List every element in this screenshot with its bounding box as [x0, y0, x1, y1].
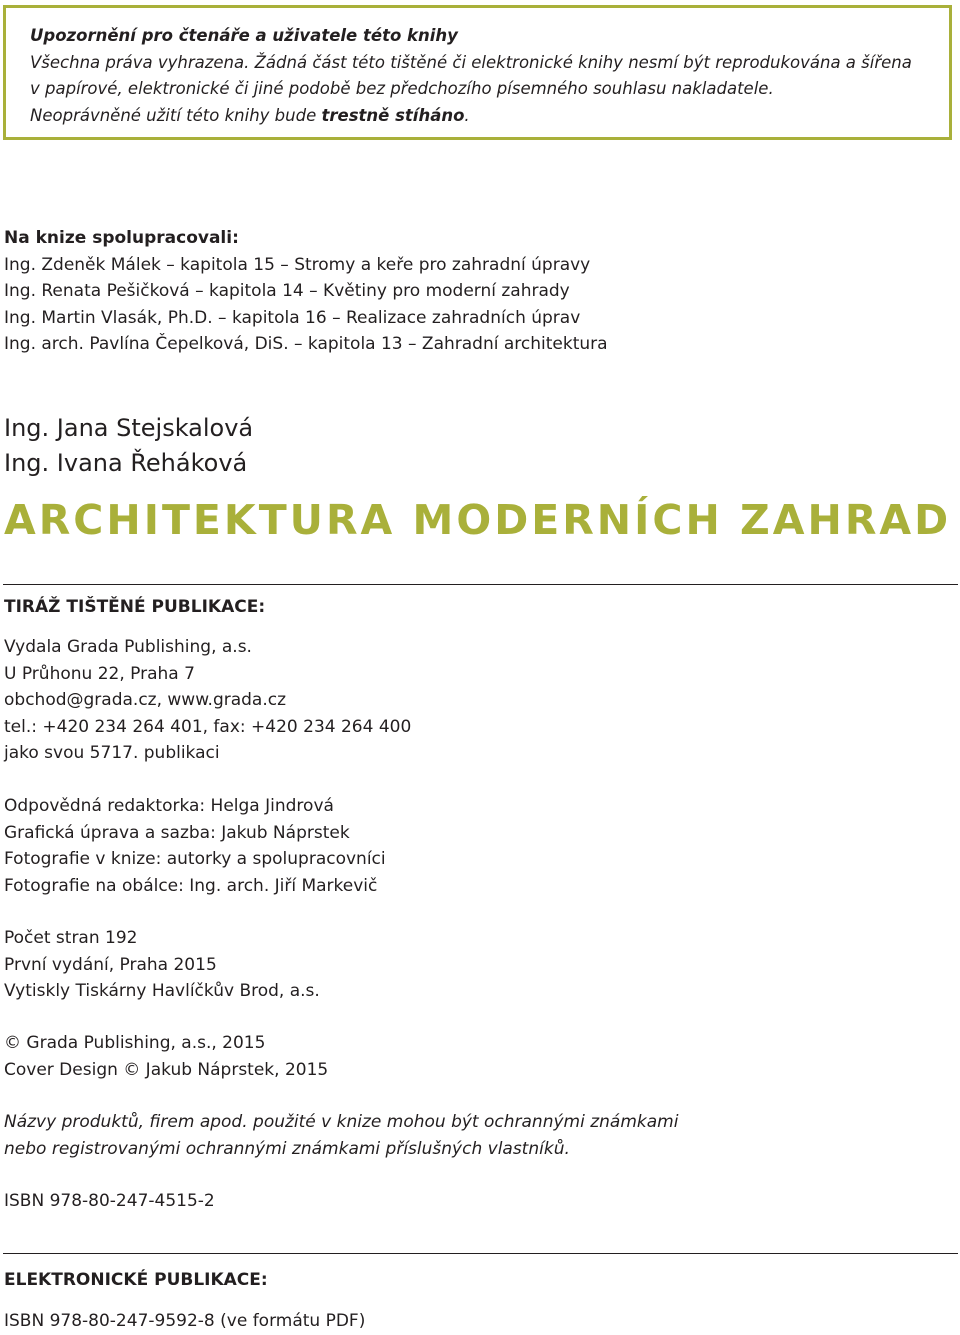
credit-line: Odpovědná redaktorka: Helga Jindrová: [4, 796, 334, 816]
notice-line: Všechna práva vyhrazena. Žádná část této tištěné či elektronické knihy nesmí být reprodukována a šířena: [30, 52, 912, 72]
copyright-notice-box: [3, 5, 952, 140]
publisher-line: jako svou 5717. publikaci: [4, 743, 220, 763]
collaborator-item: Ing. Martin Vlasák, Ph.D. – kapitola 16 – Realizace zahradních úprav: [4, 307, 581, 328]
notice-title: Upozornění pro čtenáře a uživatele této knihy: [30, 26, 458, 45]
notice-emphasis: trestně stíháno: [321, 105, 465, 125]
collaborator-item: Ing. arch. Pavlína Čepelková, DiS. – kapitola 13 – Zahradní architektura: [4, 334, 608, 354]
print-imprint-heading: TIRÁŽ TIŠTĚNÉ PUBLIKACE:: [4, 597, 266, 617]
credits: [4, 793, 386, 899]
electronic-imprint-heading: ELEKTRONICKÉ PUBLIKACE:: [4, 1270, 268, 1290]
print-isbn: [4, 1188, 215, 1215]
isbn-line: ISBN 978-80-247-9592-8 (ve formátu PDF): [4, 1311, 366, 1331]
notice-text: Neoprávněné užití této knihy bude: [30, 105, 322, 125]
collaborators-heading: Na knize spolupracovali:: [4, 228, 239, 248]
collaborator-item: Ing. Renata Pešičková – kapitola 14 – Květiny pro moderní zahrady: [4, 281, 570, 301]
publisher-line: tel.: +420 234 264 401, fax: +420 234 264 400: [4, 716, 412, 737]
collaborators-section: [4, 225, 608, 358]
printing-line: Počet stran 192: [4, 928, 138, 948]
authors: [4, 411, 253, 481]
divider: [3, 1253, 958, 1254]
notice-line: [30, 103, 949, 130]
isbn-line: ISBN 978-80-247-4515-2: [4, 1191, 215, 1211]
trademark-notice: [4, 1109, 678, 1162]
trademark-line: nebo registrovanými ochrannými známkami příslušných vlastníků.: [4, 1138, 570, 1159]
copyright-line: Cover Design © Jakub Náprstek, 2015: [4, 1059, 329, 1080]
credit-line: Fotografie na obálce: Ing. arch. Jiří Markevič: [4, 875, 378, 896]
collaborator-item: Ing. Zdeněk Málek – kapitola 15 – Stromy a keře pro zahradní úpravy: [4, 254, 591, 275]
author-name: Ing. Jana Stejskalová: [4, 414, 254, 442]
notice-text: .: [464, 105, 470, 125]
publisher-line: U Průhonu 22, Praha 7: [4, 663, 195, 684]
publisher-line: Vydala Grada Publishing, a.s.: [4, 637, 252, 657]
electronic-isbn: [4, 1308, 365, 1335]
publisher-line: obchod@grada.cz, www.grada.cz: [4, 690, 287, 710]
author-name: Ing. Ivana Řeháková: [4, 449, 248, 477]
copyright-line: © Grada Publishing, a.s., 2015: [4, 1033, 266, 1053]
credit-line: Grafická úprava a sazba: Jakub Náprstek: [4, 822, 350, 843]
printing-info: [4, 925, 320, 1005]
credit-line: Fotografie v knize: autorky a spolupracovníci: [4, 849, 386, 869]
printing-line: Vytiskly Tiskárny Havlíčkův Brod, a.s.: [4, 981, 320, 1001]
copyright-info: [4, 1030, 328, 1083]
publisher-info: [4, 634, 411, 767]
printing-line: První vydání, Praha 2015: [4, 954, 217, 975]
divider: [3, 584, 958, 585]
book-title: ARCHITEKTURA MODERNÍCH ZAHRAD: [4, 496, 952, 544]
notice-line: v papírové, elektronické či jiné podobě bez předchozího písemného souhlasu nakladatele.: [30, 79, 774, 98]
trademark-line: Názvy produktů, firem apod. použité v knize mohou být ochrannými známkami: [4, 1112, 679, 1132]
